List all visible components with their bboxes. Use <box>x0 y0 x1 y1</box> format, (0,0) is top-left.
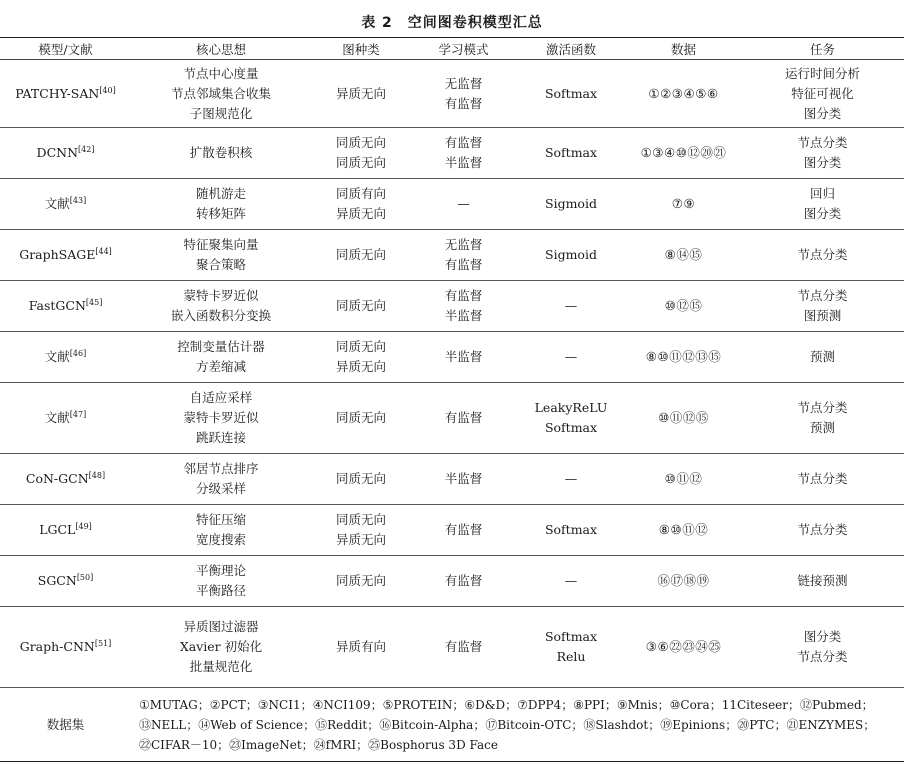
activation-cell-line: Sigmoid <box>545 196 597 211</box>
header-core-idea: 核心思想 <box>131 38 311 60</box>
activation-cell <box>516 454 626 505</box>
learning-mode-cell-line: 有监督 <box>444 639 483 654</box>
graph-type-cell <box>311 230 411 281</box>
learning-mode-cell-line: 半监督 <box>444 471 483 486</box>
activation-cell-line: — <box>564 349 578 364</box>
task-cell-line: 特征可视化 <box>791 85 854 101</box>
core-idea-cell-line: 节点邻域集合收集 <box>170 85 271 101</box>
learning-mode-cell-line: 半监督 <box>444 308 483 323</box>
core-idea-cell <box>131 505 311 556</box>
learning-mode-cell-line: 半监督 <box>444 155 483 170</box>
core-idea-cell <box>131 383 311 454</box>
core-idea-cell <box>131 230 311 281</box>
graph-type-cell-line: 同质无向 <box>335 573 386 588</box>
model-name: FastGCN <box>28 298 86 313</box>
graph-type-cell <box>311 505 411 556</box>
learning-mode-cell-line: 有监督 <box>444 135 483 150</box>
graph-type-cell-line: 同质无向 <box>335 471 386 486</box>
graph-type-cell-line: 异质无向 <box>335 85 386 101</box>
header-graph-type: 图种类 <box>311 38 411 60</box>
dataset-line: ㉒CIFAR－10；㉓ImageNet；㉔fMRI；㉕Bosphorus 3D Face <box>139 737 498 752</box>
reference-number: [51] <box>94 638 112 648</box>
reference-number: [45] <box>85 297 103 307</box>
activation-cell <box>516 128 626 179</box>
core-idea-cell-line: 宽度搜索 <box>195 532 246 547</box>
activation-cell <box>516 607 626 688</box>
model-cell <box>0 454 131 505</box>
task-cell-line: 节点分类 <box>797 400 848 415</box>
task-cell <box>741 60 904 128</box>
header-activation: 激活函数 <box>516 38 626 60</box>
core-idea-cell <box>131 607 311 688</box>
graph-type-cell <box>311 383 411 454</box>
reference-number: [44] <box>95 246 112 256</box>
header-row <box>0 38 904 60</box>
task-cell-line: 节点分类 <box>797 522 848 537</box>
task-cell-line: 图预测 <box>803 308 842 323</box>
learning-mode-cell <box>411 179 516 230</box>
graph-type-cell-line: 同质无向 <box>335 410 386 425</box>
core-idea-cell-line: 特征聚集向量 <box>183 237 259 252</box>
core-idea-cell-line: 特征压缩 <box>195 512 246 527</box>
core-idea-cell-line: 嵌入函数积分变换 <box>170 308 271 323</box>
model-name: CoN-GCN <box>25 471 89 486</box>
task-cell-line: 图分类 <box>803 629 842 644</box>
core-idea-cell-line: 转移矩阵 <box>195 206 246 221</box>
task-cell <box>741 607 904 688</box>
table-row <box>0 556 904 607</box>
learning-mode-cell-line: 无监督 <box>444 237 483 252</box>
task-cell-line: 节点分类 <box>797 288 848 303</box>
core-idea-cell-line: 平衡路径 <box>195 583 246 598</box>
task-cell <box>741 179 904 230</box>
learning-mode-cell <box>411 383 516 454</box>
activation-cell <box>516 383 626 454</box>
activation-cell-line: Softmax <box>544 85 598 101</box>
graph-type-cell-line: 同质无向 <box>335 247 386 262</box>
core-idea-cell-line: 节点中心度量 <box>183 65 259 81</box>
reference-number: [48] <box>88 470 106 480</box>
core-idea-cell <box>131 454 311 505</box>
model-cell <box>0 556 131 607</box>
reference-number: [42] <box>78 144 95 154</box>
graph-type-cell-line: 同质无向 <box>335 155 386 170</box>
activation-cell <box>516 332 626 383</box>
core-idea-cell-line: 控制变量估计器 <box>177 339 265 354</box>
task-cell-line: 运行时间分析 <box>784 65 860 81</box>
table-row <box>0 179 904 230</box>
table-row <box>0 332 904 383</box>
learning-mode-cell-line: 有监督 <box>444 257 483 272</box>
graph-type-cell <box>311 179 411 230</box>
graph-type-cell-line: 同质无向 <box>335 135 386 150</box>
task-cell-line: 预测 <box>809 349 835 364</box>
activation-cell <box>516 505 626 556</box>
table-row <box>0 454 904 505</box>
task-cell <box>741 281 904 332</box>
reference-number: [40] <box>99 85 116 95</box>
model-name: LGCL <box>39 522 76 537</box>
graph-type-cell-line: 异质无向 <box>335 359 386 374</box>
header-learning-mode: 学习模式 <box>411 38 516 60</box>
dataset-line: ⑬NELL；⑭Web of Science；⑮Reddit；⑯Bitcoin-Alpha；⑰Bitcoin-OTC；⑱Slashdot；⑲Epinions；⑳PTC；㉑ENZYMES； <box>139 717 876 732</box>
model-cell <box>0 60 131 128</box>
model-cell <box>0 505 131 556</box>
data-cell: ⑩⑪⑫ <box>626 454 741 505</box>
learning-mode-cell-line: 半监督 <box>444 349 483 364</box>
graph-type-cell <box>311 281 411 332</box>
graph-type-cell <box>311 454 411 505</box>
table-row <box>0 383 904 454</box>
graph-type-cell <box>311 607 411 688</box>
task-cell <box>741 556 904 607</box>
task-cell-line: 回归 <box>809 186 835 201</box>
learning-mode-cell-line: 有监督 <box>444 573 483 588</box>
core-idea-cell <box>131 332 311 383</box>
task-cell-line: 预测 <box>809 420 835 435</box>
graph-type-cell-line: 异质有向 <box>335 639 386 654</box>
task-cell <box>741 383 904 454</box>
learning-mode-cell-line: 有监督 <box>444 522 483 537</box>
task-cell-line: 节点分类 <box>797 649 848 664</box>
activation-cell-line: Softmax <box>544 145 598 160</box>
task-cell <box>741 128 904 179</box>
model-cell <box>0 332 131 383</box>
reference-number: [49] <box>75 521 92 531</box>
activation-cell <box>516 556 626 607</box>
learning-mode-cell-line: 无监督 <box>444 75 483 91</box>
core-idea-cell-line: 自适应采样 <box>189 390 253 405</box>
table-row <box>0 281 904 332</box>
learning-mode-cell-line: — <box>457 196 470 211</box>
task-cell <box>741 332 904 383</box>
model-cell <box>0 281 131 332</box>
data-cell: ⑩⑪⑫⑮ <box>626 383 741 454</box>
learning-mode-cell <box>411 281 516 332</box>
activation-cell-line: Relu <box>556 649 586 664</box>
core-idea-cell-line: 批量规范化 <box>189 659 253 674</box>
core-idea-cell <box>131 128 311 179</box>
core-idea-cell-line: Xavier 初始化 <box>179 639 263 654</box>
data-cell: ⑧⑩⑪⑫⑬⑮ <box>626 332 741 383</box>
data-cell: ①②③④⑤⑥ <box>626 60 741 128</box>
header-model: 模型/文献 <box>0 38 131 60</box>
data-cell: ①③④⑩⑫⑳㉑ <box>626 128 741 179</box>
data-cell: ⑯⑰⑱⑲ <box>626 556 741 607</box>
core-idea-cell-line: 蒙特卡罗近似 <box>183 410 259 425</box>
dataset-label: 数据集 <box>0 688 131 762</box>
reference-number: [43] <box>69 195 87 205</box>
learning-mode-cell-line: 有监督 <box>444 95 483 111</box>
activation-cell-line: — <box>564 573 578 588</box>
model-name: 文献 <box>44 349 70 364</box>
graph-type-cell-line: 同质无向 <box>335 339 386 354</box>
learning-mode-cell <box>411 556 516 607</box>
dataset-row <box>0 688 904 762</box>
graph-type-cell-line: 同质有向 <box>335 186 386 201</box>
activation-cell <box>516 179 626 230</box>
data-cell: ⑦⑨ <box>626 179 741 230</box>
activation-cell-line: — <box>564 471 578 486</box>
learning-mode-cell <box>411 505 516 556</box>
core-idea-cell-line: 子图规范化 <box>189 105 253 121</box>
model-name: GraphSAGE <box>19 247 96 262</box>
core-idea-cell <box>131 60 311 128</box>
table-row <box>0 60 904 128</box>
graph-type-cell <box>311 556 411 607</box>
core-idea-cell-line: 平衡理论 <box>195 563 246 578</box>
learning-mode-cell <box>411 60 516 128</box>
reference-number: [46] <box>69 348 87 358</box>
core-idea-cell-line: 方差缩减 <box>195 359 246 374</box>
graph-type-cell <box>311 128 411 179</box>
activation-cell-line: Softmax <box>544 629 598 644</box>
data-cell: ③⑥㉒㉓㉔㉕ <box>626 607 741 688</box>
activation-cell-line: LeakyReLU <box>534 400 608 415</box>
dataset-list <box>131 688 904 762</box>
core-idea-cell-line: 随机游走 <box>195 186 246 201</box>
dataset-line: ①MUTAG；②PCT；③NCI1；④NCI109；⑤PROTEIN；⑥D&D；⑦DPP4；⑧PPI；⑨Mnis；⑩Cora；11Citeseer；⑫Pubmed； <box>139 697 874 712</box>
core-idea-cell <box>131 556 311 607</box>
activation-cell-line: Softmax <box>544 522 598 537</box>
task-cell-line: 节点分类 <box>797 247 848 262</box>
learning-mode-cell-line: 有监督 <box>444 410 483 425</box>
model-name: 文献 <box>44 196 70 211</box>
core-idea-cell-line: 异质图过滤器 <box>183 619 259 634</box>
model-name: Graph-CNN <box>19 639 95 654</box>
task-cell <box>741 505 904 556</box>
activation-cell <box>516 230 626 281</box>
core-idea-cell-line: 聚合策略 <box>195 257 246 272</box>
learning-mode-cell <box>411 454 516 505</box>
task-cell-line: 节点分类 <box>797 471 848 486</box>
core-idea-cell-line: 分级采样 <box>195 481 246 496</box>
task-cell-line: 图分类 <box>803 105 842 121</box>
task-cell-line: 图分类 <box>803 155 842 170</box>
model-cell <box>0 179 131 230</box>
core-idea-cell <box>131 281 311 332</box>
learning-mode-cell <box>411 230 516 281</box>
table-row <box>0 505 904 556</box>
model-cell <box>0 383 131 454</box>
activation-cell-line: Softmax <box>544 420 598 435</box>
data-cell: ⑧⑭⑮ <box>626 230 741 281</box>
spatial-gcn-summary-table <box>0 37 904 762</box>
table-caption: 表 2 空间图卷积模型汇总 <box>361 15 543 31</box>
table-body <box>0 60 904 762</box>
data-cell: ⑩⑫⑮ <box>626 281 741 332</box>
graph-type-cell <box>311 332 411 383</box>
task-cell <box>741 230 904 281</box>
activation-cell <box>516 60 626 128</box>
task-cell-line: 图分类 <box>803 206 842 221</box>
core-idea-cell-line: 蒙特卡罗近似 <box>183 288 259 303</box>
task-cell-line: 节点分类 <box>797 135 848 150</box>
model-cell <box>0 607 131 688</box>
core-idea-cell-line: 扩散卷积核 <box>189 145 253 160</box>
graph-type-cell-line: 同质无向 <box>335 512 386 527</box>
model-cell <box>0 230 131 281</box>
data-cell: ⑧⑩⑪⑫ <box>626 505 741 556</box>
task-cell-line: 链接预测 <box>797 573 848 588</box>
model-cell <box>0 128 131 179</box>
table-row <box>0 128 904 179</box>
reference-number: [47] <box>69 409 87 419</box>
task-cell <box>741 454 904 505</box>
reference-number: [50] <box>76 572 94 582</box>
activation-cell <box>516 281 626 332</box>
header-data: 数据 <box>626 38 741 60</box>
graph-type-cell-line: 异质无向 <box>335 206 386 221</box>
learning-mode-cell <box>411 607 516 688</box>
core-idea-cell <box>131 179 311 230</box>
learning-mode-cell <box>411 332 516 383</box>
model-name: PATCHY-SAN <box>15 85 100 101</box>
graph-type-cell-line: 同质无向 <box>335 298 386 313</box>
graph-type-cell <box>311 60 411 128</box>
core-idea-cell-line: 跳跃连接 <box>195 430 246 445</box>
activation-cell-line: — <box>564 298 578 313</box>
model-name: 文献 <box>44 410 70 425</box>
core-idea-cell-line: 邻居节点排序 <box>183 461 259 476</box>
learning-mode-cell <box>411 128 516 179</box>
model-name: DCNN <box>36 145 79 160</box>
table-row <box>0 607 904 688</box>
model-name: SGCN <box>37 573 77 588</box>
table-row <box>0 230 904 281</box>
header-task: 任务 <box>741 38 904 60</box>
activation-cell-line: Sigmoid <box>545 247 597 262</box>
graph-type-cell-line: 异质无向 <box>335 532 386 547</box>
learning-mode-cell-line: 有监督 <box>444 288 483 303</box>
